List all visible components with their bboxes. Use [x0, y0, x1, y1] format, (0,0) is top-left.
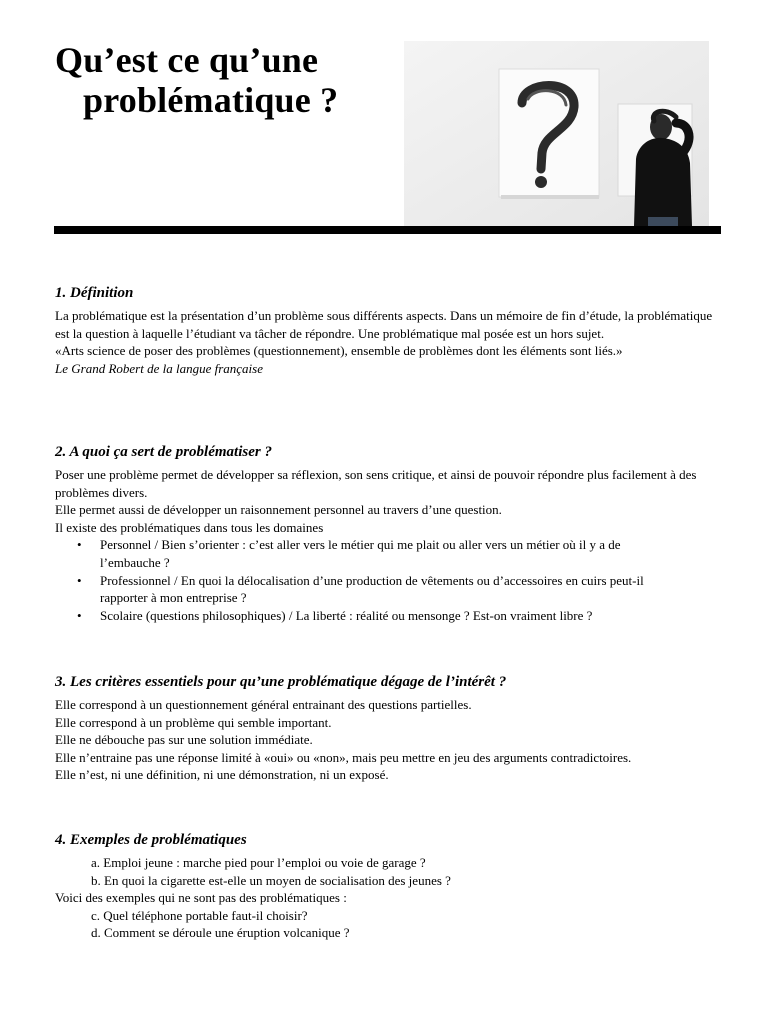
example-d: d. Comment se déroule une éruption volcanique ? — [91, 925, 350, 941]
criteria-line: Elle ne débouche pas sur une solution immédiate. — [55, 732, 313, 748]
example-c: c. Quel téléphone portable faut-il choisir? — [91, 907, 308, 923]
purpose-paragraph-3: Il existe des problématiques dans tous les domaines — [55, 519, 324, 535]
page-title-line2: problématique ? — [83, 80, 339, 120]
page-title-line1: Qu’est ce qu’une — [55, 40, 319, 80]
purpose-paragraph-2: Elle permet aussi de développer un raisonnement personnel au travers d’une question. — [55, 502, 502, 518]
title-divider — [54, 226, 721, 234]
example-b: b. En quoi la cigarette est-elle un moyen de socialisation des jeunes ? — [91, 872, 451, 888]
criteria-line: Elle n’est, ni une définition, ni une démonstration, ni un exposé. — [55, 767, 389, 783]
section-purpose — [55, 442, 723, 624]
definition-quote: «Arts science de poser des problèmes (questionnement), ensemble de problèmes dont les éléments sont liés.» — [55, 343, 623, 359]
list-item-text: Personnel / Bien s’orienter : c’est aller vers le métier qui me plait ou aller vers un métier où il y a de l’embauche ? — [100, 537, 621, 570]
criteria-line: Elle correspond à un problème qui semble important. — [55, 714, 332, 730]
example-a: a. Emploi jeune : marche pied pour l’emploi ou voie de garage ? — [91, 855, 426, 870]
bullet-icon: • — [77, 537, 82, 553]
section-definition — [55, 283, 723, 377]
bullet-icon: • — [77, 607, 82, 623]
list-item — [55, 572, 723, 607]
section-heading-criteria: 3. Les critères essentiels pour qu’une problématique dégage de l’intérêt ? — [55, 674, 507, 690]
domain-list — [55, 536, 723, 624]
section-heading-definition: 1. Définition — [55, 285, 134, 301]
definition-paragraph: La problématique est la présentation d’un problème sous différents aspects. Dans un mémoire de fin d’étude, la problématique est la question à laquelle l’étudiant va tâcher de répondre. Une problématique mal posée est un hors sujet. — [55, 308, 713, 341]
page-title — [55, 40, 338, 120]
section-heading-examples: 4. Exemples de problématiques — [55, 832, 247, 848]
section-heading-purpose: 2. A quoi ça sert de problématiser ? — [55, 444, 272, 460]
list-item — [55, 536, 723, 571]
purpose-paragraph-1: Poser une problème permet de développer sa réflexion, son sens critique, et ainsi de pouvoir répondre plus facilement à des problèmes divers. — [55, 467, 697, 500]
list-item-text: Professionnel / En quoi la délocalisation d’une production de vêtements ou d’accessoires en cuirs peut-il rapporter à mon entreprise ? — [100, 572, 644, 606]
bullet-icon: • — [77, 572, 82, 588]
definition-citation: Le Grand Robert de la langue française — [55, 360, 263, 376]
section-criteria — [55, 672, 723, 784]
hero-image — [404, 41, 709, 226]
non-examples-intro: Voici des exemples qui ne sont pas des problématiques : — [55, 890, 347, 906]
list-item — [55, 607, 723, 625]
list-item-text: Scolaire (questions philosophiques) / La liberté : réalité ou mensonge ? Est-on vraiment libre ? — [100, 607, 593, 623]
question-mark-painting-icon — [404, 41, 709, 226]
criteria-line: Elle n’entraine pas une réponse limité à «oui» ou «non», mais peu mettre en jeu des arguments contradictoires. — [55, 749, 632, 765]
criteria-line: Elle correspond à un questionnement général entrainant des questions partielles. — [55, 697, 472, 712]
section-examples — [55, 830, 723, 942]
